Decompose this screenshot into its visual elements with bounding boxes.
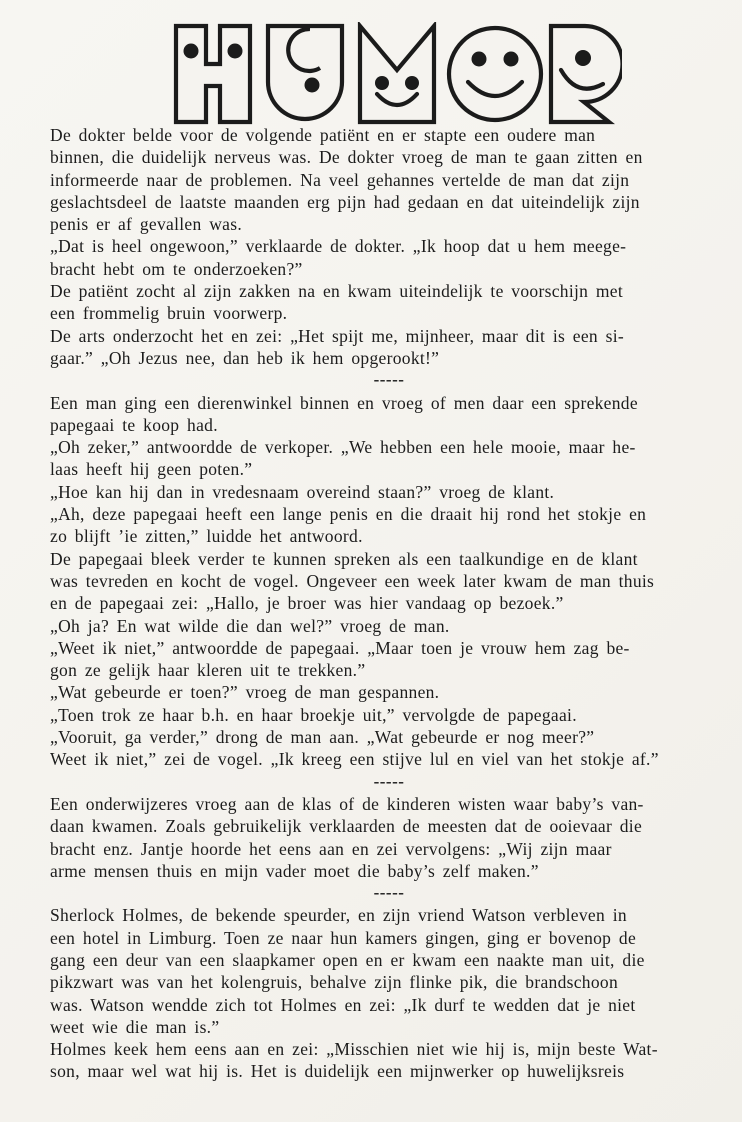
text-line: Sherlock Holmes, de bekende speurder, en zijn vriend Watson verbleven in <box>50 905 627 926</box>
letter-o-left-eye-icon <box>472 52 487 67</box>
text-line: „Toen trok ze haar b.h. en haar broekje uit,” vervolgde de papegaai. <box>50 704 577 725</box>
joke-divider: ----- <box>373 883 405 903</box>
text-line: een frommelig bruin voorwerp. <box>50 303 288 324</box>
logo-letter-u <box>268 26 342 119</box>
text-line: De papegaai bleek verder te kunnen spreken als een taalkundige en de klant <box>50 548 638 569</box>
text-line: De dokter belde voor de volgende patiënt en er stapte een oudere man <box>50 125 596 145</box>
text-line: Holmes keek hem eens aan en zei: „Misschien niet wie hij is, mijn beste Wat- <box>50 1039 658 1060</box>
text-line: Een onderwijzeres vroeg aan de klas of de kinderen wisten waar baby’s van- <box>50 793 644 814</box>
text-line: gaar.” „Oh Jezus nee, dan heb ik hem opgerookt!” <box>50 347 440 368</box>
joke-divider: ----- <box>373 370 405 390</box>
text-line: papegaai te koop had. <box>50 414 218 435</box>
humor-logo-graphic <box>170 22 622 126</box>
joke-block <box>50 124 728 369</box>
letter-h-right-eye-icon <box>228 44 243 59</box>
text-line: „Vooruit, ga verder,” drong de man aan. „Wat gebeurde er nog meer?” <box>50 727 595 748</box>
text-line: „Oh ja? En wat wilde die dan wel?” vroeg de man. <box>50 615 450 636</box>
text-line: was. Watson wendde zich tot Holmes en zei: „Ik durf te wedden dat je niet <box>50 994 636 1015</box>
logo-letter-h <box>176 26 250 122</box>
text-line: informeerde naar de problemen. Na veel gehannes vertelde de man dat zijn <box>50 169 630 190</box>
joke-block <box>50 904 728 1082</box>
logo-letter-o <box>449 28 541 120</box>
humor-logo <box>170 22 622 126</box>
letter-m-right-eye-icon <box>405 76 419 90</box>
letter-u-eye-icon <box>305 78 320 93</box>
joke-divider: ----- <box>373 771 405 791</box>
letter-r-eye-icon <box>575 50 591 66</box>
text-line: laas heeft hij geen poten.” <box>50 459 253 480</box>
text-line: „Ah, deze papegaai heeft een lange penis en die draait hij rond het stokje en <box>50 504 647 525</box>
text-line: en de papegaai zei: „Hallo, je broer was hier vandaag op bezoek.” <box>50 593 564 614</box>
text-line: De patiënt zocht al zijn zakken na en kwam uiteindelijk te voorschijn met <box>50 281 624 302</box>
text-line: arme mensen thuis en mijn vader moet die baby’s zelf maken.” <box>50 860 539 881</box>
text-line: De arts onderzocht het en zei: „Het spijt me, mijnheer, maar dit is een si- <box>50 325 625 346</box>
text-line: daan kwamen. Zoals gebruikelijk verklaarden de meesten dat de ooievaar die <box>50 816 643 837</box>
text-line: een hotel in Limburg. Toen ze naar hun kamers gingen, ging er bovenop de <box>50 927 637 948</box>
letter-m-left-eye-icon <box>375 76 389 90</box>
text-line: binnen, die duidelijk nerveus was. De dokter vroeg de man te gaan zitten en <box>50 147 643 168</box>
text-line: gang een deur van een slaapkamer open en er kwam een naakte man uit, die <box>50 949 645 970</box>
text-line: penis er af gevallen was. <box>50 214 242 235</box>
text-line: „Hoe kan hij dan in vredesnaam overeind staan?” vroeg de klant. <box>50 481 555 502</box>
text-line: „Wat gebeurde er toen?” vroeg de man gespannen. <box>50 682 440 703</box>
joke-block <box>50 793 728 882</box>
text-line: son, maar wel wat hij is. Het is duidelijk een mijnwerker op huwelijksreis <box>50 1061 625 1082</box>
text-line: „Oh zeker,” antwoordde de verkoper. „We hebben een hele mooie, maar he- <box>50 437 636 458</box>
text-line: was tevreden en kocht de vogel. Ongeveer een week later kwam de man thuis <box>50 570 655 591</box>
text-line: Weet ik niet,” zei de vogel. „Ik kreeg een stijve lul en viel van het stokje af.” <box>50 749 659 770</box>
text-line: bracht enz. Jantje hoorde het eens aan en zei vervolgens: „Wij zijn maar <box>50 838 612 859</box>
text-line: weet wie die man is.” <box>50 1016 220 1037</box>
text-line: zo blijft ’ie zitten,” luidde het antwoord. <box>50 526 363 547</box>
logo-letter-r <box>551 26 622 122</box>
jokes-list <box>50 124 728 1083</box>
text-line: „Weet ik niet,” antwoordde de papegaai. „Maar toen je vrouw hem zag be- <box>50 637 630 658</box>
text-line: gon ze gelijk haar kleren uit te trekken.” <box>50 660 366 681</box>
letter-h-left-eye-icon <box>184 44 199 59</box>
joke-block <box>50 392 728 771</box>
text-line: bracht hebt om te onderzoeken?” <box>50 258 303 279</box>
letter-o-right-eye-icon <box>504 52 519 67</box>
text-line: Een man ging een dierenwinkel binnen en vroeg of men daar een sprekende <box>50 392 638 413</box>
logo-letter-m <box>360 26 434 122</box>
text-line: pikzwart was van het kolengruis, behalve zijn flinke pik, die brandschoon <box>50 972 619 993</box>
text-line: „Dat is heel ongewoon,” verklaarde de dokter. „Ik hoop dat u hem meege- <box>50 236 627 257</box>
text-line: geslachtsdeel de laatste maanden erg pijn had gedaan en dat uiteindelijk zijn <box>50 191 640 212</box>
